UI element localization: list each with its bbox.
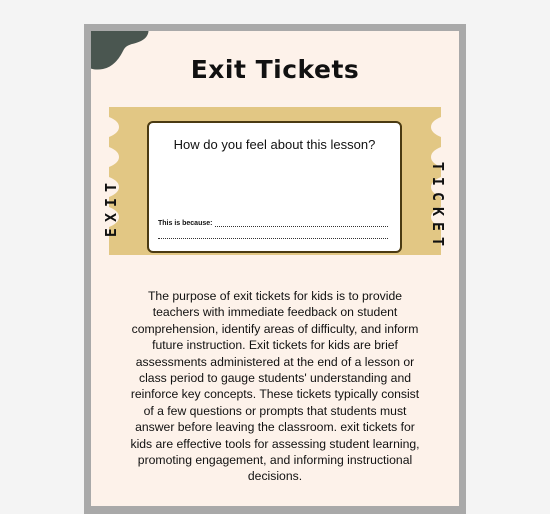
answer-line[interactable]	[215, 220, 388, 227]
description-paragraph: The purpose of exit tickets for kids is to provide teachers with immediate feedback on student comprehension, identify areas of difficulty, and inform future instruction. Exit tickets for kids are brief assessments administered at the end of a lesson or class period to gauge students' understanding and reinforce key concepts. These tickets typically consist of a few questions or prompts that students must answer before leaving the classroom. exit tickets for kids are effective tools for assessing student learning, promoting engagement, and informing instructional decisions.	[130, 289, 420, 484]
ticket-right-label: TICKET	[429, 161, 447, 253]
ticket-left-label: EXIT	[102, 176, 120, 238]
because-row	[158, 220, 388, 227]
page-title: Exit Tickets	[190, 55, 360, 84]
ticket-question: How do you feel about this lesson?	[173, 137, 376, 152]
ticket-card	[147, 121, 402, 253]
because-label: This is because:	[158, 220, 213, 227]
document-page	[91, 31, 459, 506]
answer-line-2[interactable]	[158, 238, 388, 239]
